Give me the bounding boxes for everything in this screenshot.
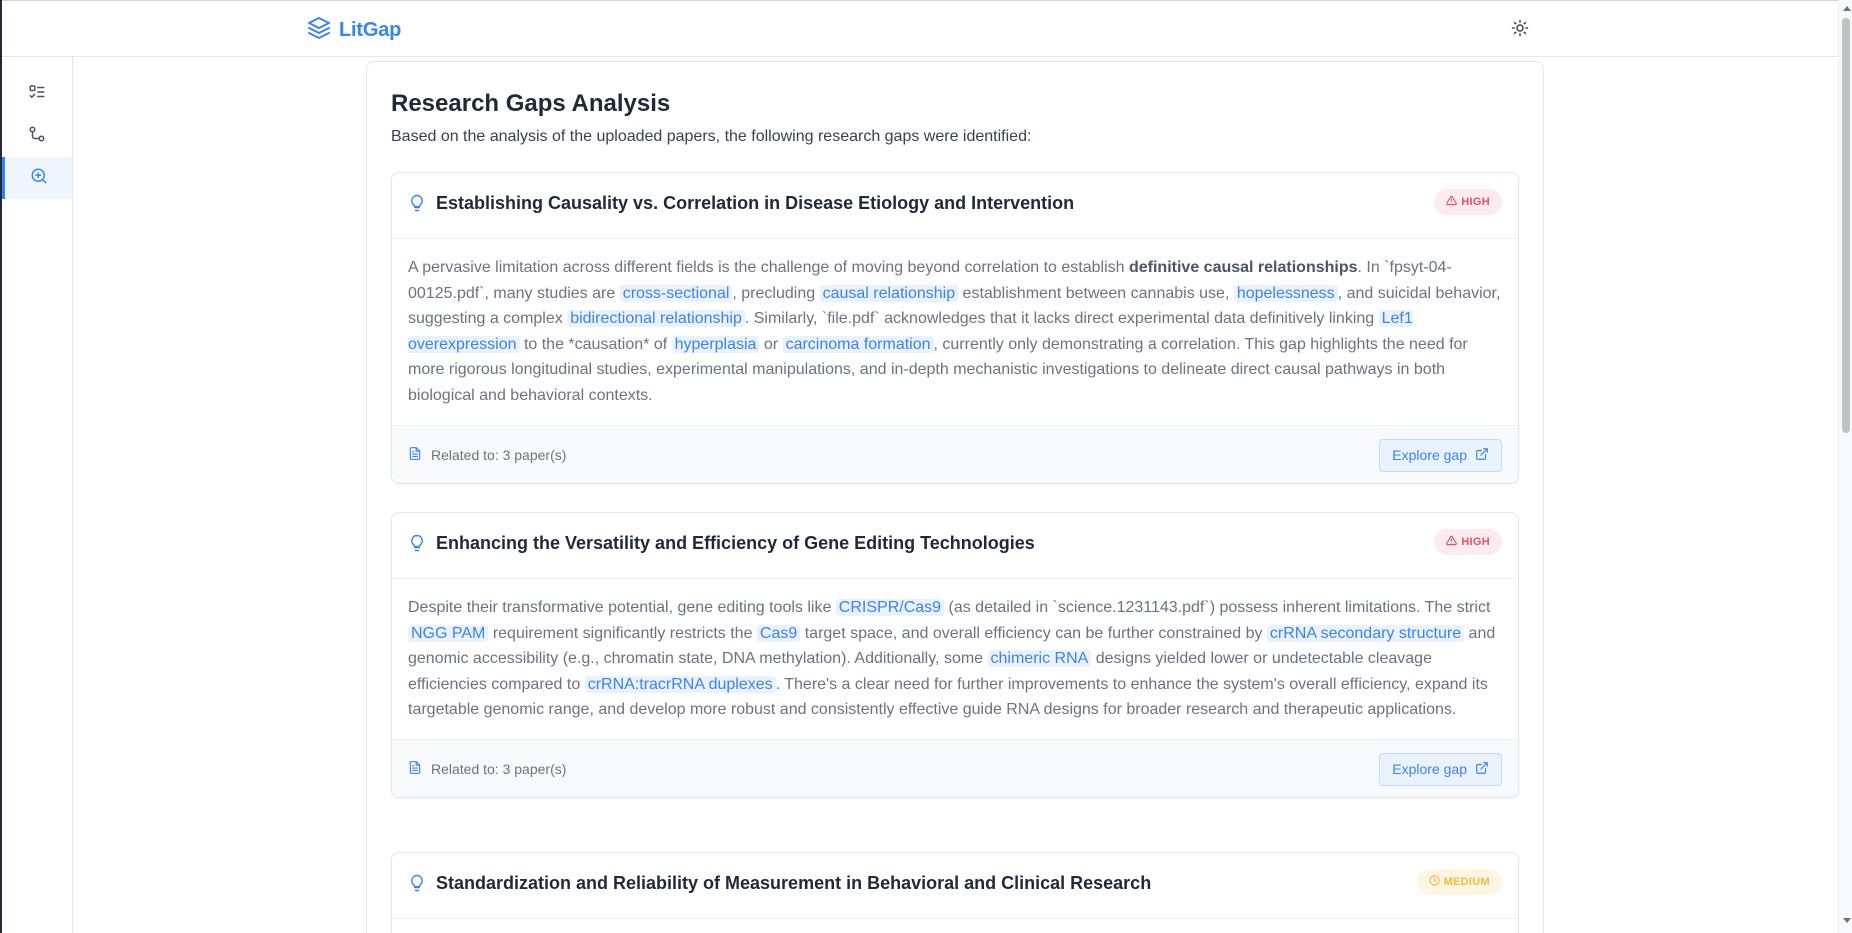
priority-label: HIGH	[1461, 536, 1490, 548]
keyword-highlight[interactable]: hopelessness	[1234, 285, 1338, 302]
scroll-up-arrow-icon[interactable]	[1843, 6, 1851, 11]
keyword-highlight[interactable]: chimeric RNA	[988, 650, 1092, 667]
text-segment: . In `fpsyt-04-00125.pdf`, many studies are	[408, 259, 1452, 302]
sidebar-item-gaps[interactable]	[2, 157, 72, 199]
lightbulb-icon	[408, 873, 426, 898]
file-text-icon	[408, 446, 422, 464]
gap-card	[391, 852, 1519, 933]
text-segment: target space, and overall efficiency can be further constrained by	[800, 624, 1267, 642]
gap-title: Standardization and Reliability of Measurement in Behavioral and Clinical Research	[436, 873, 1152, 893]
gap-card-footer	[392, 425, 1518, 483]
priority-badge	[1434, 529, 1502, 555]
alert-triangle-icon	[1446, 195, 1457, 209]
page-scrollbar[interactable]	[1838, 0, 1852, 933]
priority-badge	[1434, 189, 1502, 215]
text-segment: designs yielded lower or undetectable cleavage efficiencies compared to	[408, 650, 1432, 693]
zoom-in-icon	[30, 167, 48, 190]
gap-description	[392, 239, 1518, 425]
related-papers-label: Related to: 3 paper(s)	[431, 760, 567, 777]
alert-triangle-icon	[1446, 535, 1457, 549]
text-segment: , currently only demonstrating a correlation. This gap highlights the need for more rigorous longitudinal studies, experimental manipulations, and in-depth mechanistic investigations to delineate direct causal pathways in both biological and behavioral contexts.	[408, 335, 1468, 404]
app-name: LitGap	[339, 19, 402, 41]
brand[interactable]	[307, 16, 401, 45]
explore-gap-button[interactable]	[1379, 753, 1502, 786]
text-segment: establishment between cannabis use,	[958, 284, 1234, 302]
keyword-highlight[interactable]: crRNA:tracrRNA duplexes	[585, 676, 776, 693]
text-segment: (as detailed in `science.1231143.pdf`) possess inherent limitations. The strict	[944, 599, 1491, 616]
text-segment: and genomic accessibility (e.g., chromatin state, DNA methylation). Additionally, some	[408, 624, 1496, 668]
scrollbar-thumb[interactable]	[1842, 18, 1850, 433]
gap-card-header	[392, 853, 1518, 919]
text-segment: to the *causation* of	[519, 335, 672, 353]
external-link-icon	[1475, 761, 1489, 778]
lightbulb-icon	[408, 193, 426, 218]
external-link-icon	[1475, 447, 1489, 464]
page-subtitle: Based on the analysis of the uploaded papers, the following research gaps were identified:	[391, 128, 1032, 145]
priority-badge	[1417, 869, 1502, 895]
gap-title: Enhancing the Versatility and Efficiency of Gene Editing Technologies	[436, 533, 1035, 553]
related-papers	[408, 760, 566, 778]
keyword-highlight[interactable]: NGG PAM	[408, 625, 488, 642]
file-text-icon	[408, 760, 422, 778]
gap-card-header	[392, 173, 1518, 239]
gap-description	[392, 579, 1518, 739]
text-segment: Despite their transformative potential, gene editing tools like	[408, 599, 836, 616]
text-segment: , and suicidal behavior, suggesting a complex	[408, 284, 1501, 328]
keyword-highlight[interactable]: hyperplasia	[672, 336, 760, 353]
sun-icon	[1511, 19, 1529, 42]
gap-card	[391, 172, 1519, 484]
keyword-highlight[interactable]: Lef1 overexpression	[408, 310, 1413, 353]
related-papers	[408, 446, 566, 464]
sidebar-item-papers[interactable]	[2, 73, 72, 115]
gap-card-header	[392, 513, 1518, 579]
explore-gap-label: Explore gap	[1392, 447, 1467, 464]
text-segment: or	[759, 335, 783, 353]
text-segment: requirement significantly restricts the	[488, 624, 757, 642]
explore-gap-label: Explore gap	[1392, 761, 1467, 778]
layers-icon	[307, 16, 331, 45]
theme-toggle-button[interactable]	[1508, 18, 1532, 42]
alert-circle-icon	[1429, 875, 1440, 889]
text-segment: . There's a clear need for further improvements to enhance the system's overall efficiency, expand its targetable genomic range, and develop more robust and consistently effective guide RNA designs for broader research and therapeutic applications.	[408, 675, 1488, 719]
related-papers-label: Related to: 3 paper(s)	[431, 446, 567, 463]
keyword-highlight[interactable]: cross-sectional	[620, 285, 733, 302]
lightbulb-icon	[408, 533, 426, 558]
git-compare-icon	[28, 125, 46, 148]
scroll-down-arrow-icon[interactable]	[1843, 918, 1851, 923]
gap-card	[391, 512, 1519, 798]
emphasis-text: definitive causal relationships	[1128, 259, 1358, 276]
gap-title: Establishing Causality vs. Correlation in Disease Etiology and Intervention	[436, 193, 1075, 213]
page-title: Research Gaps Analysis	[391, 90, 671, 117]
list-icon	[28, 83, 46, 106]
gap-card-footer	[392, 739, 1518, 797]
keyword-highlight[interactable]: causal relationship	[820, 285, 959, 302]
keyword-highlight[interactable]: CRISPR/Cas9	[836, 599, 944, 616]
keyword-highlight[interactable]: bidirectional relationship	[567, 310, 745, 327]
explore-gap-button[interactable]	[1379, 439, 1502, 472]
keyword-highlight[interactable]: carcinoma formation	[783, 336, 934, 353]
sidebar-item-compare[interactable]	[2, 115, 72, 157]
text-segment: , precluding	[732, 284, 820, 302]
research-gaps-panel	[366, 61, 1544, 933]
keyword-highlight[interactable]: Cas9	[757, 625, 800, 642]
text-segment: A pervasive limitation across different fields is the challenge of moving beyond correlation to establish	[408, 259, 1129, 276]
priority-label: MEDIUM	[1443, 876, 1490, 888]
text-segment: . Similarly, `file.pdf` acknowledges that it lacks direct experimental data definitively linking	[744, 310, 1379, 328]
top-bar	[2, 1, 1838, 57]
keyword-highlight[interactable]: crRNA secondary structure	[1267, 625, 1464, 642]
priority-label: HIGH	[1461, 196, 1490, 208]
sidebar	[2, 57, 73, 933]
